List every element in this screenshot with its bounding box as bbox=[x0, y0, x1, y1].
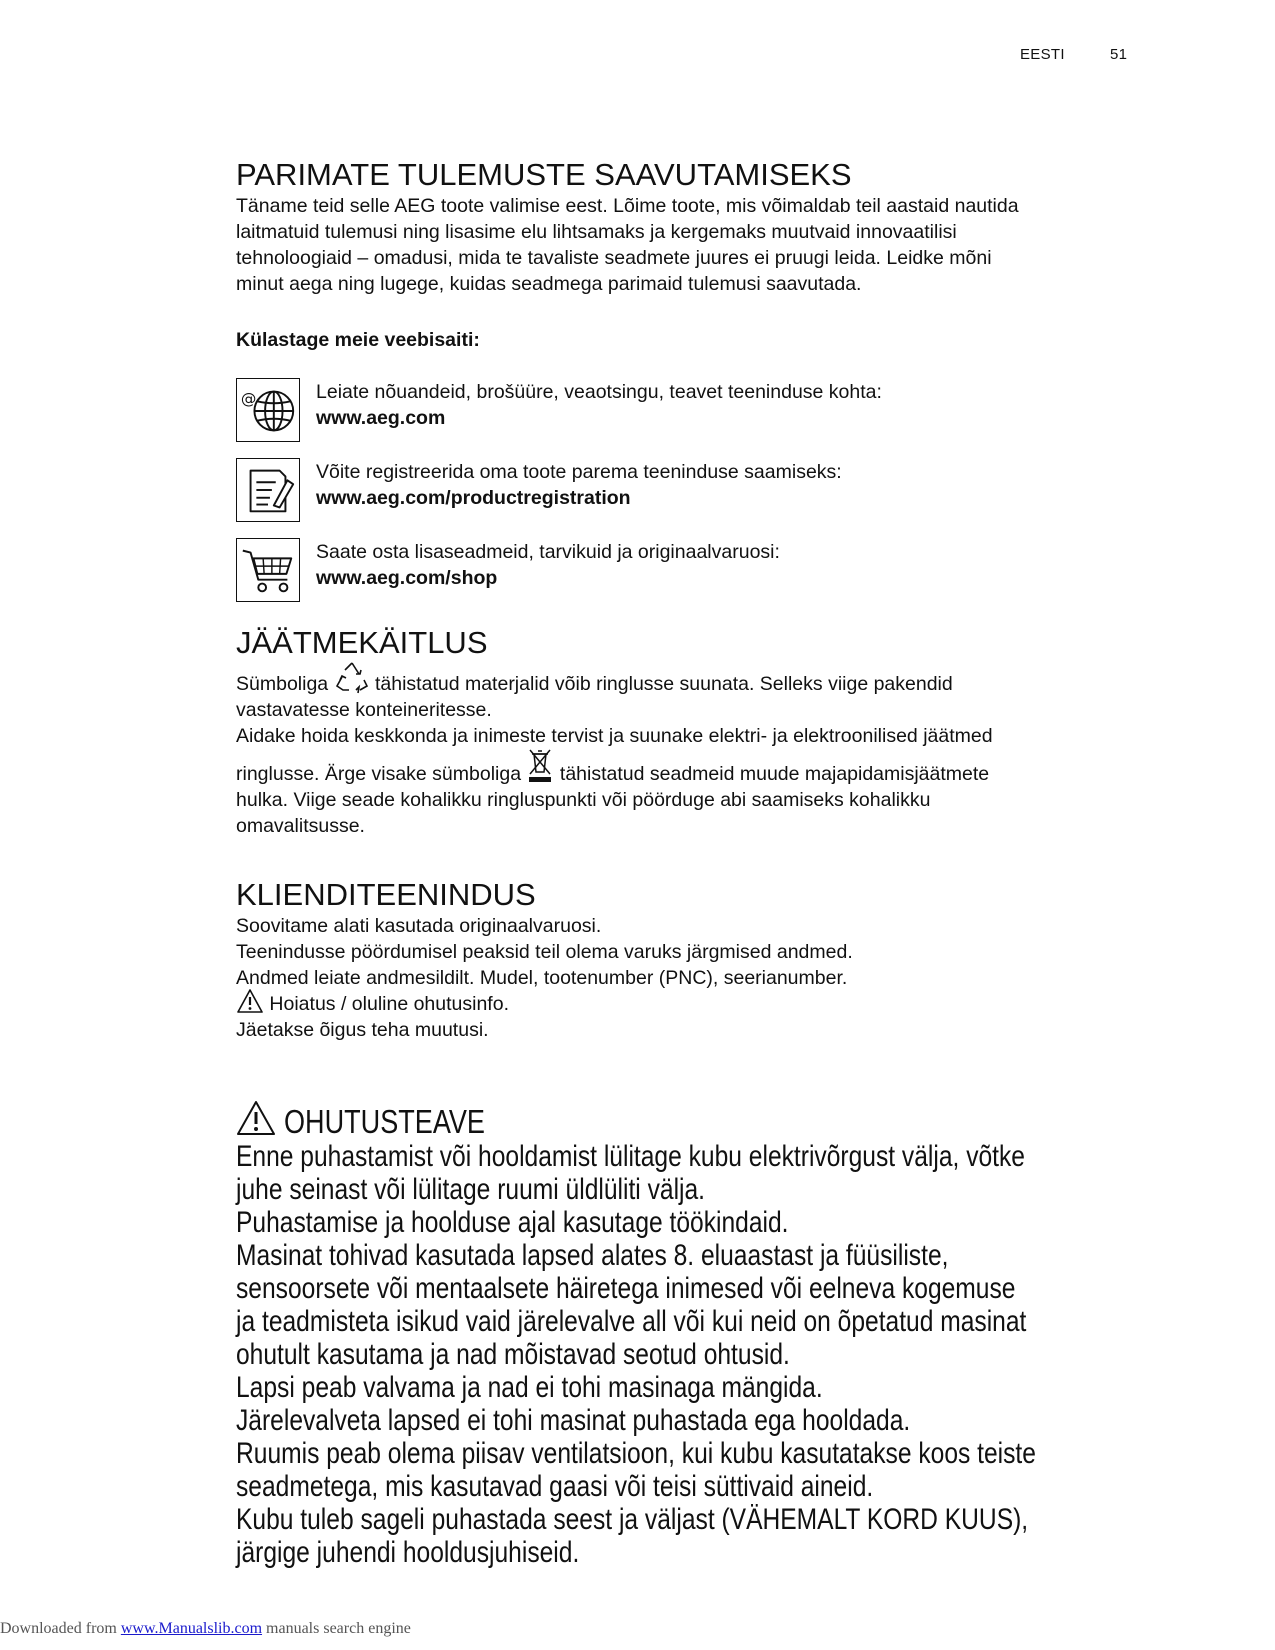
safety-line: Puhastamise ja hoolduse ajal kasutage töökindaid. bbox=[236, 1206, 789, 1239]
warning-triangle-icon bbox=[236, 992, 264, 1014]
recycle-icon bbox=[334, 672, 370, 694]
link-url-aeg[interactable]: www.aeg.com bbox=[316, 407, 446, 429]
safety-line: Kubu tuleb sageli puhastada seest ja väljast (VÄHEMALT KORD KUUS), bbox=[236, 1503, 1029, 1536]
safety-line: ohutult kasutama ja nad mõistavad seotud ohtusid. bbox=[236, 1338, 790, 1371]
intro-line: Täname teid selle AEG toote valimise eest. Lõime toote, mis võimaldab teil aastaid nautida bbox=[236, 195, 1019, 217]
warning-text: Hoiatus / oluline ohutusinfo. bbox=[269, 993, 509, 1015]
globe-icon bbox=[236, 378, 300, 442]
service-line: Andmed leiate andmesildilt. Mudel, tootenumber (PNC), seerianumber. bbox=[236, 967, 848, 989]
link-row-shop bbox=[316, 539, 780, 591]
waste-line: Aidake hoida keskkonda ja inimeste tervist ja suunake elektri- ja elektroonilised jäätmed bbox=[236, 725, 993, 747]
link-url-shop[interactable]: www.aeg.com/shop bbox=[316, 567, 498, 589]
service-line: Teenindusse pöördumisel peaksid teil olema varuks järgmised andmed. bbox=[236, 941, 853, 963]
safety-line: Lapsi peab valvama ja nad ei tohi masinaga mängida. bbox=[236, 1371, 823, 1404]
safety-line: ja teadmisteta isikud vaid järelevalve all või kui neid on õpetatud masinat bbox=[236, 1305, 1027, 1338]
visit-website-label: Külastage meie veebisaiti: bbox=[236, 329, 480, 351]
shopping-cart-icon bbox=[236, 538, 300, 602]
safety-warning-icon bbox=[236, 1100, 276, 1141]
waste-line bbox=[236, 671, 993, 697]
link-description: Võite registreerida oma toote parema teeninduse saamiseks: bbox=[316, 461, 842, 483]
customer-service-paragraph bbox=[236, 913, 853, 1043]
service-warning-line bbox=[236, 991, 853, 1017]
service-line: Jäetakse õigus teha muutusi. bbox=[236, 1019, 489, 1041]
footer-manualslib-link[interactable]: www.Manualslib.com bbox=[120, 1620, 263, 1637]
waste-line: hulka. Viige seade kohalikku ringluspunkti või pöörduge abi saamiseks kohalikku bbox=[236, 789, 931, 811]
safety-line: juhe seinast või lülitage ruumi üldlüliti välja. bbox=[236, 1173, 706, 1206]
waste-line4-post: tähistatud seadmeid muude majapidamisjäätmete bbox=[559, 763, 990, 785]
intro-line: laitmatuid tulemusi ning lisasime elu lihtsamaks ja kergemaks muutvaid innovaatilisi bbox=[236, 221, 957, 243]
footer bbox=[0, 1620, 411, 1638]
link-url-productregistration[interactable]: www.aeg.com/productregistration bbox=[316, 487, 631, 509]
section-title-safety: OHUTUSTEAVE bbox=[284, 1103, 485, 1140]
link-description: Saate osta lisaseadmeid, tarvikuid ja originaalvaruosi: bbox=[316, 541, 780, 563]
waste-line: omavalitsusse. bbox=[236, 815, 365, 837]
waste-line4-pre: ringlusse. Ärge visake sümboliga bbox=[236, 763, 522, 785]
safety-paragraph bbox=[236, 1140, 1212, 1569]
waste-line: vastavatesse konteineritesse. bbox=[236, 699, 492, 721]
intro-line: tehnoloogiaid – omadusi, mida te tavaliste seadmete juures ei pruugi leida. Leidke mõni bbox=[236, 247, 992, 269]
service-line: Soovitame alati kasutada originaalvaruosi. bbox=[236, 915, 602, 937]
safety-line: järgige juhendi hooldusjuhiseid. bbox=[236, 1536, 580, 1569]
svg-text:@: @ bbox=[240, 390, 257, 409]
section-title-best-results: PARIMATE TULEMUSTE SAAVUTAMISEKS bbox=[236, 157, 852, 192]
intro-line: minut aega ning lugege, kuidas seadmega parimaid tulemusi saavutada. bbox=[236, 273, 862, 295]
crossed-bin-icon bbox=[526, 764, 554, 784]
waste-paragraph bbox=[236, 671, 993, 839]
waste-line bbox=[236, 761, 993, 787]
section-title-customer-service: KLIENDITEENINDUS bbox=[236, 877, 536, 912]
page-number: 51 bbox=[1110, 46, 1128, 63]
link-description: Leiate nõuandeid, brošüüre, veaotsingu, teavet teeninduse kohta: bbox=[316, 381, 882, 403]
footer-prefix: Downloaded from bbox=[0, 1620, 117, 1637]
link-row-registration bbox=[316, 459, 842, 511]
section-title-waste: JÄÄTMEKÄITLUS bbox=[236, 625, 488, 660]
waste-line1-pre: Sümboliga bbox=[236, 673, 329, 695]
footer-suffix: manuals search engine bbox=[266, 1620, 411, 1637]
safety-line: Järelevalveta lapsed ei tohi masinat puhastada ega hooldada. bbox=[236, 1404, 911, 1437]
safety-line: sensoorsete või mentaalsete häiretega inimesed või eelneva kogemuse bbox=[236, 1272, 1016, 1305]
safety-line: Masinat tohivad kasutada lapsed alates 8. eluaastast ja füüsiliste, bbox=[236, 1239, 949, 1272]
registration-icon bbox=[236, 458, 300, 522]
safety-line: Ruumis peab olema piisav ventilatsioon, kui kubu kasutatakse koos teiste bbox=[236, 1437, 1036, 1470]
link-row-support bbox=[316, 379, 882, 431]
safety-line: Enne puhastamist või hooldamist lülitage kubu elektrivõrgust välja, võtke bbox=[236, 1140, 1025, 1173]
header-language: EESTI bbox=[1020, 46, 1065, 63]
waste-line1-post: tähistatud materjalid võib ringlusse suunata. Selleks viige pakendid bbox=[374, 673, 953, 695]
safety-line: seadmetega, mis kasutavad gaasi või teisi süttivaid aineid. bbox=[236, 1470, 874, 1503]
intro-paragraph bbox=[236, 193, 1019, 297]
